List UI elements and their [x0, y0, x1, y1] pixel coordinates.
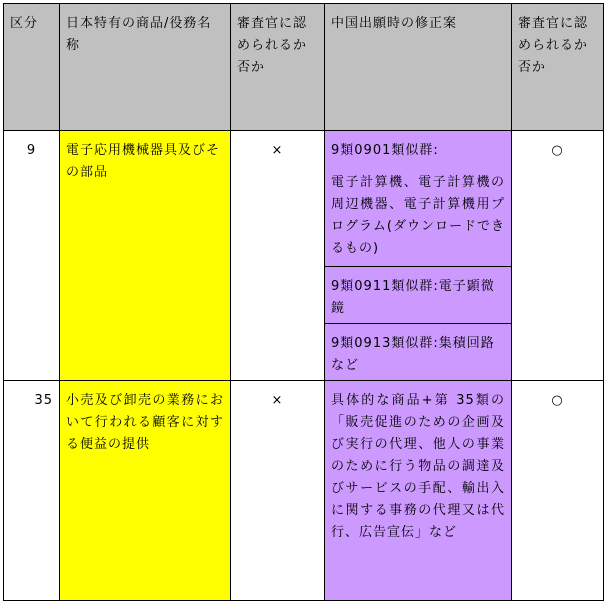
proposal-title: 9類0901類似群: [331, 143, 439, 158]
examiner-cn-cell: ○ [512, 381, 604, 601]
proposal-cell [325, 131, 512, 267]
table-row [4, 381, 604, 601]
examiner-jp-cell: × [231, 131, 325, 381]
table-row [4, 131, 604, 267]
examiner-cn-cell: ○ [512, 131, 604, 381]
category-cell: 9 [4, 131, 60, 381]
item-name-cell: 電子応用機械器具及びその部品 [60, 131, 231, 381]
proposal-cell: 9類0913類似群:集積回路など [325, 324, 512, 381]
header-proposal: 中国出願時の修正案 [325, 4, 512, 131]
examiner-jp-cell: × [231, 381, 325, 601]
proposal-cell: 9類0911類似群:電子顕微鏡 [325, 267, 512, 324]
header-category: 区分 [4, 4, 60, 131]
category-cell: 35 [4, 381, 60, 601]
proposal-cell: 具体的な商品+第 35類の「販売促進のための企画及び実行の代理、他人の事業のために行う物品の調達及びサービスの手配、輸出入に関する事務の代理又は代行、広告宣伝」など [325, 381, 512, 601]
header-examiner-jp: 審査官に認められるか否か [231, 4, 325, 131]
header-row [4, 4, 604, 131]
header-name: 日本特有の商品/役務名称 [60, 4, 231, 131]
proposal-detail: 電子計算機、電子計算機の周辺機器、電子計算機用プログラム(ダウンロードできるもの) [331, 175, 505, 256]
item-name-cell: 小売及び卸売の業務において行われる顧客に対する便益の提供 [60, 381, 231, 601]
header-examiner-cn: 審査官に認められるか否か [512, 4, 604, 131]
trademark-comparison-table [3, 3, 604, 601]
